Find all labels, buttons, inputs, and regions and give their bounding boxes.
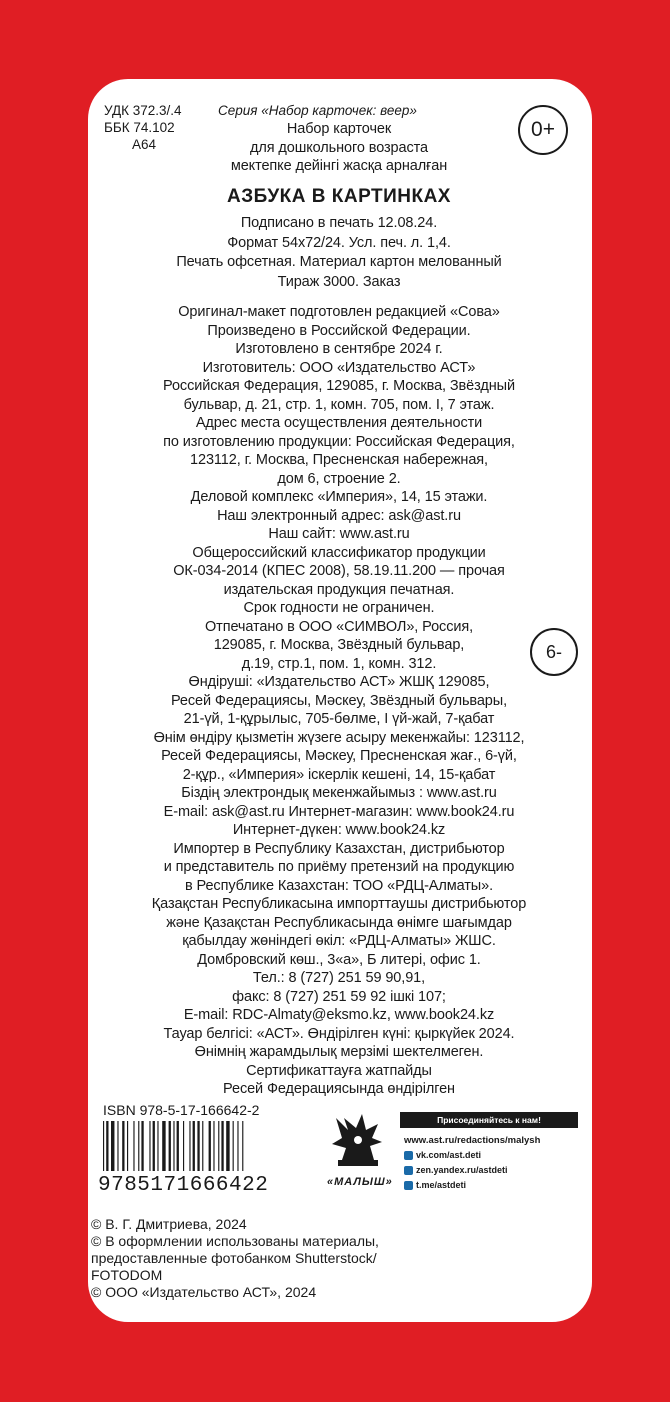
print-info-line: Подписано в печать 12.08.24. — [240, 215, 438, 231]
barcode-bar — [117, 1121, 118, 1171]
copyright-line: © В. Г. Дмитриева, 2024 — [91, 1216, 247, 1232]
imprint-line: Өнім өндіру қызметін жүзеге асыру мекенжайы: 123112, — [153, 729, 525, 746]
imprint-line: Қазақстан Республикасына импорттаушы дистрибьютор — [151, 896, 527, 912]
join-link-label: t.me/astdeti — [416, 1180, 467, 1190]
imprint-line: бульвар, д. 21, стр. 1, комн. 705, пом. I, 7 этаж. — [183, 396, 495, 413]
subtitle-line: мектепке дейінгі жасқа арналған — [230, 158, 448, 174]
subtitle-block — [96, 120, 582, 176]
barcode-bar — [209, 1121, 211, 1171]
imprint-line: Тауар белгісі: «АСТ». Өндірілген күні: қыркүйек 2024. — [163, 1025, 515, 1042]
join-us-header: Присоединяйтесь к нам! — [400, 1112, 578, 1128]
barcode-bar — [189, 1121, 190, 1171]
barcode-bar — [226, 1121, 229, 1171]
barcode-bar — [233, 1121, 234, 1171]
barcode-bar — [169, 1121, 171, 1171]
barcode-bar — [162, 1121, 165, 1171]
copyright-line: © ООО «Издательство АСТ», 2024 — [91, 1284, 317, 1300]
imprint-line: д.19, стр.1, пом. 1, комн. 312. — [241, 655, 437, 672]
imprint-line: Тел.: 8 (727) 251 59 90,91, — [252, 970, 426, 986]
telegram-icon — [404, 1181, 413, 1190]
join-link-label: zen.yandex.ru/astdeti — [416, 1165, 508, 1175]
barcode-digits: 9785171666422 — [98, 1174, 269, 1197]
series-name: Серия «Набор карточек: веер» — [218, 103, 417, 118]
barcode-bar — [111, 1121, 114, 1171]
imprint-line: Общероссийский классификатор продукции — [192, 544, 486, 561]
author-code: А64 — [132, 137, 157, 152]
barcode-bar — [202, 1121, 203, 1171]
imprint-line: Изготовитель: ООО «Издательство АСТ» — [202, 359, 476, 376]
barcode-bar — [242, 1121, 243, 1171]
barcode-bar — [193, 1121, 195, 1171]
barcode-bar — [173, 1121, 174, 1171]
imprint-line: Интернет-дүкен: www.book24.kz — [232, 822, 446, 838]
imprint-line: Импортер в Республику Казахстан, дистрибьютор — [173, 840, 505, 857]
copyright-block — [91, 1216, 571, 1301]
join-link-label: vk.com/ast.deti — [416, 1150, 482, 1160]
copyright-line: © В оформлении использованы материалы, — [91, 1233, 379, 1249]
imprint-line: 123112, г. Москва, Пресненская набережная, — [190, 452, 488, 468]
imprint-line: Российская Федерация, 129085, г. Москва, Звёздный — [163, 378, 515, 394]
barcode-bar — [213, 1121, 214, 1171]
barcode-bar — [177, 1121, 179, 1171]
print-info-line: Формат 54x72/24. Усл. печ. л. 1,4. — [227, 234, 451, 251]
bbk-code: ББК 74.102 — [104, 120, 175, 135]
imprint-line: E-mail: ask@ast.ru Интернет-магазин: www.book24.ru — [163, 803, 515, 820]
imprint-line: Өндіруші: «Издательство АСТ» ЖШҚ 129085, — [188, 674, 490, 690]
copyright-line: FOTODOM — [91, 1267, 163, 1283]
print-info — [96, 214, 582, 292]
imprint-line: дом 6, строение 2. — [277, 470, 401, 487]
barcode-bar — [103, 1121, 104, 1171]
barcode-bar — [127, 1121, 128, 1171]
udk-code: УДК 372.3/.4 — [104, 103, 182, 118]
imprint-line: факс: 8 (727) 251 59 92 ішкі 107; — [232, 988, 446, 1005]
imprint-line: Ресей Федерациясы, Мәскеу, Пресненская жағ., 6-үй, — [161, 748, 517, 764]
imprint-block — [96, 303, 582, 1099]
imprint-line: ОК-034-2014 (КПЕС 2008), 58.19.11.200 — прочая — [173, 563, 505, 579]
imprint-line: Срок годности не ограничен. — [243, 600, 435, 616]
barcode-bar — [221, 1121, 223, 1171]
imprint-line: Адрес места осуществления деятельности — [195, 415, 483, 431]
subtitle-line: Набор карточек — [286, 121, 392, 137]
age-badge-secondary: 6- — [530, 628, 578, 676]
imprint-line: Ресей Федерациясында өндірілген — [223, 1081, 455, 1097]
barcode-bar — [138, 1121, 139, 1171]
imprint-line: және Қазақстан Республикасында өнімге шағымдар — [166, 914, 512, 931]
imprint-line: Біздің электрондық мекенжайымыз : www.ast.ru — [181, 785, 497, 801]
imprint-line: издательская продукция печатная. — [223, 581, 455, 598]
imprint-line: Деловой комплекс «Империя», 14, 15 этажи. — [190, 489, 488, 505]
barcode-bar — [183, 1121, 184, 1171]
imprint-line: Сертификаттауға жатпайды — [246, 1062, 432, 1079]
age-rating-badge: 0+ — [518, 105, 568, 155]
imprint-line: 2-құр., «Империя» іскерлік кешені, 14, 15-қабат — [182, 766, 496, 783]
imprint-line: Наш электронный адрес: ask@ast.ru — [217, 507, 461, 524]
join-site-link[interactable]: www.ast.ru/redactions/malysh — [404, 1135, 541, 1146]
print-info-line: Тираж 3000. Заказ — [277, 273, 401, 290]
barcode-bar — [153, 1121, 155, 1171]
join-link-zen[interactable] — [404, 1165, 508, 1175]
imprint-line: 21-үй, 1-құрылыс, 705-бөлме, I үй-жай, 7-қабат — [183, 711, 495, 727]
zen-icon — [404, 1166, 413, 1175]
imprint-line: Ресей Федерациясы, Мәскеу, Звёздный бульвары, — [170, 692, 508, 709]
print-info-line: Печать офсетная. Материал картон мелованный — [176, 254, 502, 270]
barcode-bar — [197, 1121, 199, 1171]
barcode-bar — [157, 1121, 158, 1171]
imprint-line: қабылдау жөніндегі өкіл: «РДЦ-Алматы» ЖШС. — [182, 933, 496, 949]
imprint-line: Произведено в Российской Федерации. — [207, 322, 471, 339]
book-title: АЗБУКА В КАРТИНКАХ — [227, 186, 451, 207]
imprint-line: в Республике Казахстан: ТОО «РДЦ-Алматы». — [185, 877, 493, 894]
imprint-line: Отпечатано в ООО «СИМВОЛ», Россия, — [204, 618, 474, 635]
barcode — [103, 1121, 288, 1171]
vk-icon — [404, 1151, 413, 1160]
publisher-logo-text: «МАЛЫШ» — [327, 1176, 393, 1188]
barcode-bar — [141, 1121, 143, 1171]
barcode-bar — [149, 1121, 150, 1171]
imprint-line: Изготовлено в сентябре 2024 г. — [235, 341, 443, 357]
imprint-line: Өнімнің жарамдылық мерзімі шектелмеген. — [194, 1044, 484, 1060]
barcode-bar — [237, 1121, 238, 1171]
imprint-line: и представитель по приёму претензий на продукцию — [163, 859, 515, 875]
imprint-line: 129085, г. Москва, Звёздный бульвар, — [213, 637, 465, 653]
barcode-bar — [106, 1121, 108, 1171]
imprint-line: E-mail: RDC-Almaty@eksmo.kz, www.book24.kz — [183, 1007, 495, 1023]
barcode-bar — [133, 1121, 134, 1171]
copyright-line: предоставленные фотобанком Shutterstock/ — [91, 1250, 377, 1266]
barcode-bar — [218, 1121, 219, 1171]
isbn-number: ISBN 978-5-17-166642-2 — [103, 1102, 260, 1118]
owl-logo-icon — [322, 1110, 392, 1170]
imprint-line: Наш сайт: www.ast.ru — [268, 526, 410, 542]
barcode-bar — [122, 1121, 124, 1171]
join-link-vk[interactable] — [404, 1150, 481, 1160]
imprint-line: Оригинал-макет подготовлен редакцией «Сова» — [178, 304, 500, 320]
join-link-telegram[interactable] — [404, 1180, 466, 1190]
imprint-line: Домбровский көш., 3«а», Б литері, офис 1. — [197, 951, 481, 968]
subtitle-line: для дошкольного возраста — [250, 139, 428, 156]
imprint-line: по изготовлению продукции: Российская Федерация, — [163, 433, 515, 450]
